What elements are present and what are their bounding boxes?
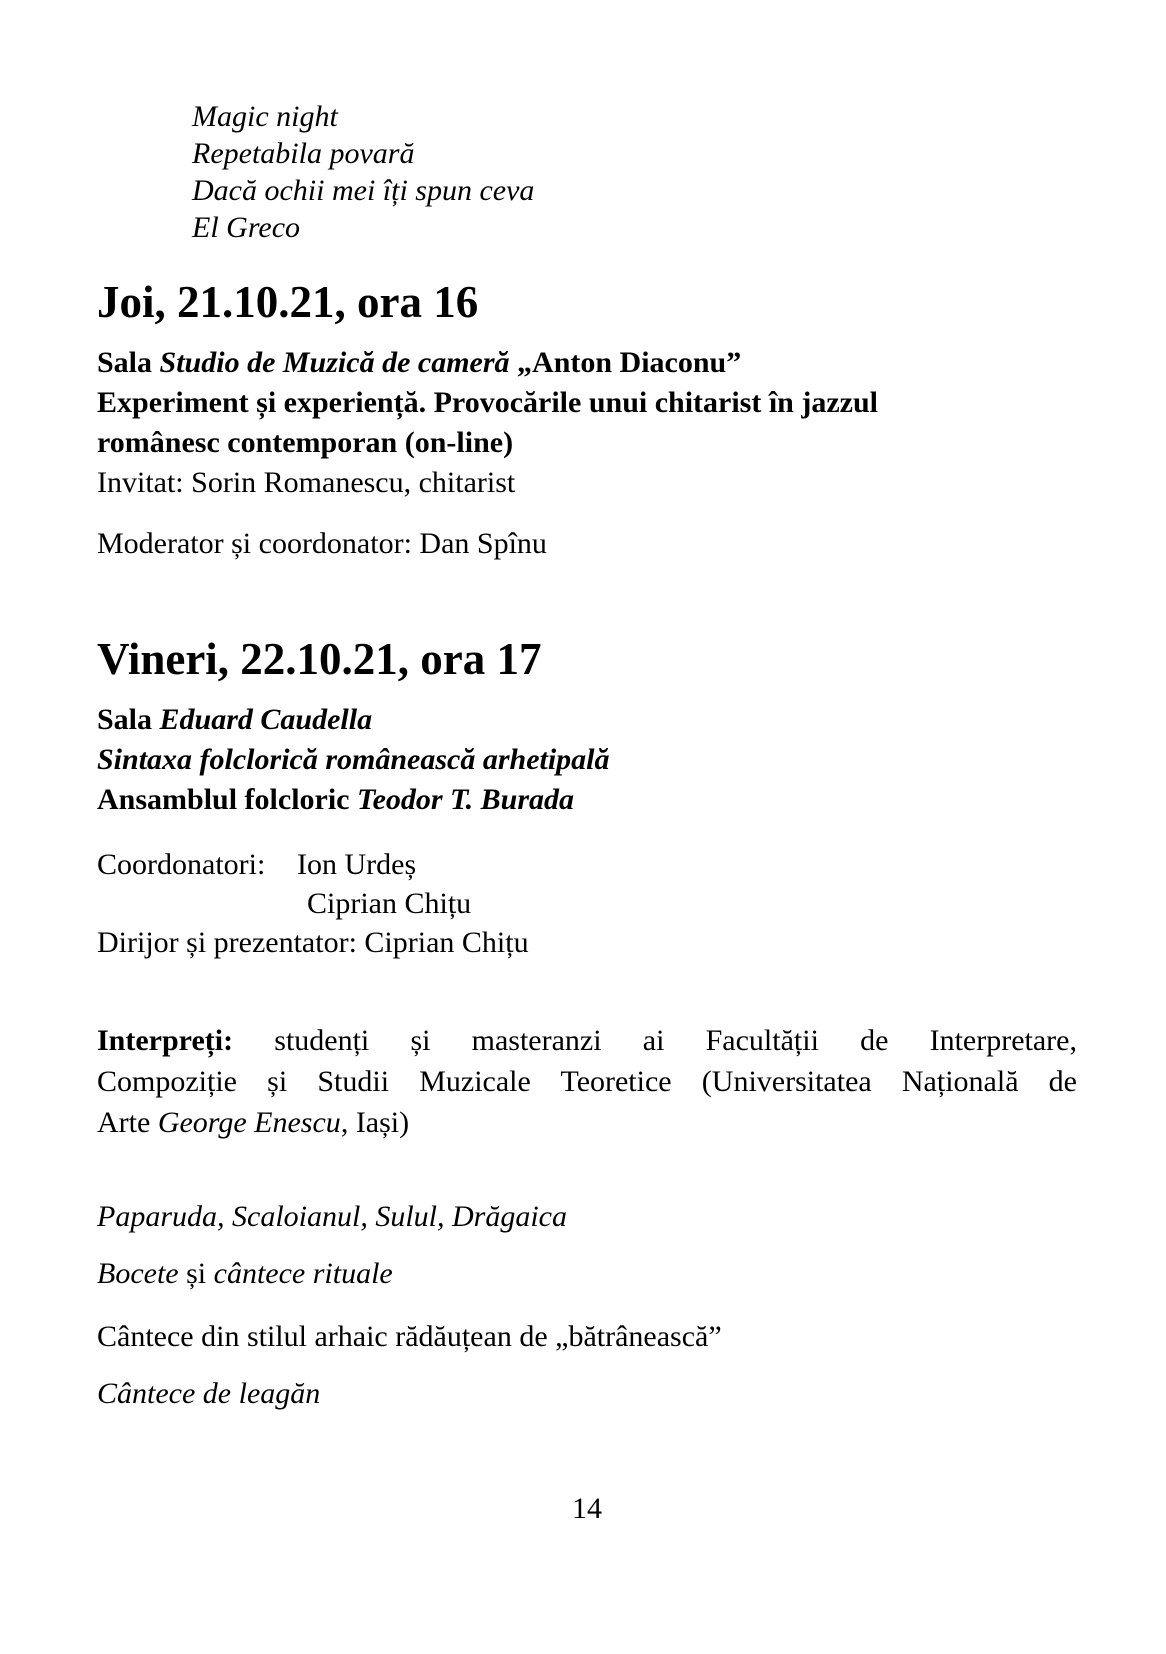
- event2-ensemble-line: [97, 780, 1077, 820]
- repertoire-item: Cântece de leagăn: [97, 1377, 321, 1410]
- repertoire-list: [97, 1198, 1077, 1413]
- ensemble-label: Ansamblul folcloric: [97, 783, 357, 816]
- event1-heading: Joi, 21.10.21, ora 16: [97, 277, 479, 327]
- work-title: El Greco: [192, 211, 301, 244]
- performers-text: Arte: [97, 1106, 158, 1139]
- institution-name: George Enescu: [157, 1106, 341, 1139]
- work-title: Magic night: [192, 100, 338, 133]
- performers-line: [97, 1102, 1077, 1143]
- event1-moderator: Moderator și coordonator: Dan Spînu: [97, 527, 547, 560]
- event1-guest: Invitat: Sorin Romanescu, chitarist: [97, 466, 516, 499]
- coordinators-label: Coordonatori:: [97, 848, 266, 881]
- conductor-line: Dirijor și prezentator: Ciprian Chițu: [97, 926, 529, 959]
- coordinator-name: Ciprian Chițu: [307, 887, 472, 920]
- work-title: Repetabila povară: [192, 137, 415, 170]
- event1-title-line: românesc contemporan (on-line): [97, 426, 514, 459]
- page-number: 14: [572, 1492, 602, 1525]
- venue-label: Sala: [97, 346, 160, 379]
- venue-quoted-name: „Anton Diaconu”: [509, 346, 742, 379]
- venue-label: Sala: [97, 703, 160, 736]
- performers-paragraph: [97, 1020, 1077, 1143]
- event1-title-line: Experiment și experiență. Provocările unui chitarist în jazzul: [97, 386, 879, 419]
- performers-line: Compoziție și Studii Muzicale Teoretice (Universitatea Națională de: [97, 1065, 1077, 1098]
- event2-staff: [97, 845, 1077, 962]
- performers-label: Interpreți:: [97, 1024, 234, 1057]
- event2-program-title: Sintaxa folclorică românească arhetipală: [97, 743, 610, 776]
- repertoire-item: [97, 1255, 1077, 1293]
- repertoire-title: Bocete: [97, 1257, 179, 1290]
- repertoire-item: Paparuda, Scaloianul, Sulul, Drăgaica: [97, 1200, 567, 1233]
- performers-text: studenți și masteranzi ai Facultății de Interpretare,: [274, 1024, 1077, 1057]
- performers-line: [97, 1020, 1077, 1061]
- event1-venue-line: [97, 343, 1077, 383]
- event2-venue-line: [97, 700, 1077, 740]
- work-title-list: [97, 98, 1077, 246]
- event2-details: [97, 700, 1077, 820]
- repertoire-conjunction: și: [178, 1257, 214, 1290]
- performers-text: , Iași): [340, 1106, 410, 1139]
- venue-name: Eduard Caudella: [159, 703, 373, 736]
- coordinators-line: [97, 845, 1077, 884]
- event2-heading: Vineri, 22.10.21, ora 17: [97, 634, 542, 684]
- venue-name: Studio de Muzică de cameră: [159, 346, 510, 379]
- repertoire-title: cântece rituale: [213, 1257, 393, 1290]
- ensemble-name: Teodor T. Burada: [357, 783, 575, 816]
- repertoire-item: Cântece din stilul arhaic rădăuțean de „bătrânească”: [97, 1320, 722, 1353]
- work-title: Dacă ochii mei îți spun ceva: [192, 174, 535, 207]
- coordinator-name: Ion Urdeș: [297, 848, 417, 881]
- event1-details: [97, 343, 1077, 503]
